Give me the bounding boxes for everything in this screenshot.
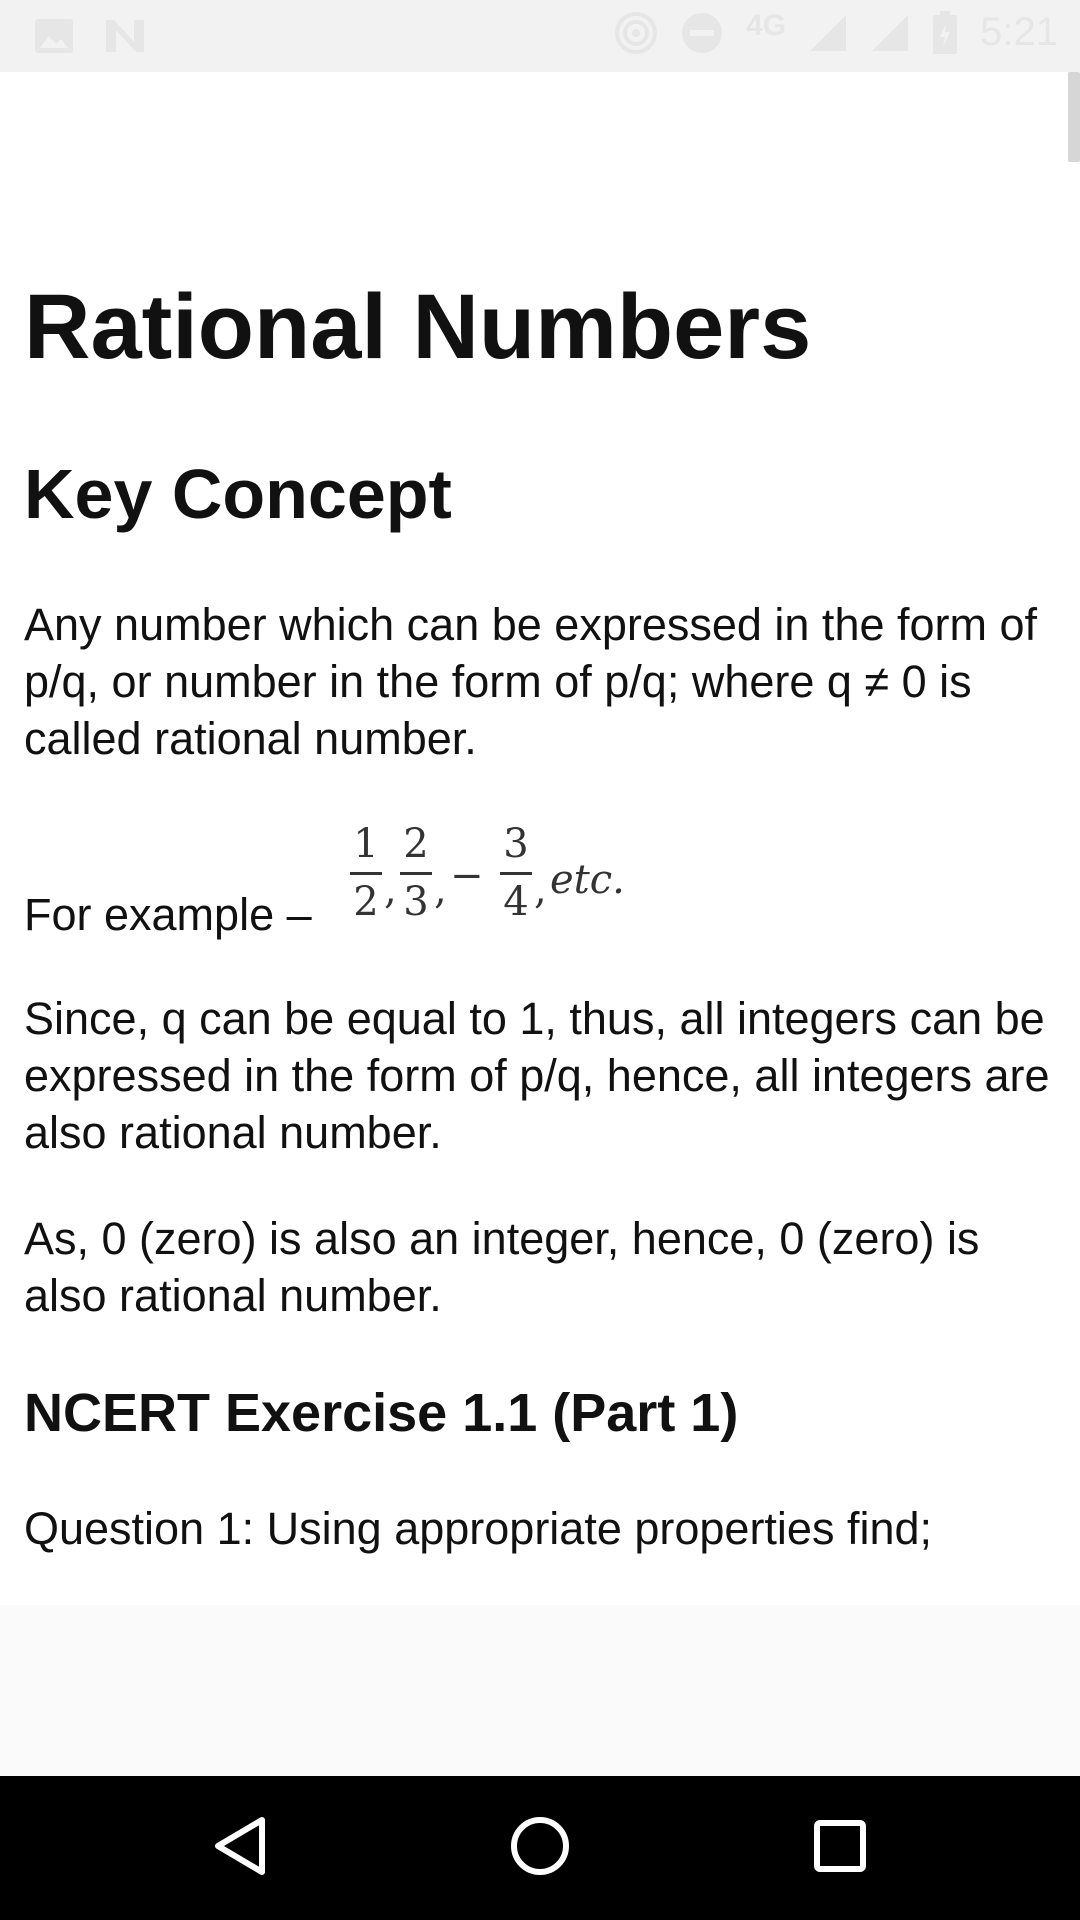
- status-bar: [0, 0, 1080, 72]
- page-title: Rational Numbers: [24, 276, 812, 378]
- hotspot-icon: [614, 11, 658, 55]
- do-not-disturb-icon: [680, 11, 724, 55]
- signal-icon: [808, 13, 848, 53]
- n-app-icon: [104, 18, 146, 54]
- question-text: Question 1: Using appropriate properties find;: [24, 1503, 933, 1554]
- recents-button[interactable]: [760, 1776, 920, 1920]
- battery-icon: [932, 11, 958, 55]
- network-type: 4G: [746, 8, 787, 42]
- back-icon: [212, 1816, 268, 1881]
- definition-paragraph: Any number which can be expressed in the form of p/q, or number in the form of p/q; where q ≠ 0 is called rational number.: [24, 599, 1038, 764]
- math-minus: −: [450, 853, 484, 899]
- example-label: For example –: [24, 889, 312, 940]
- navigation-bar: [0, 1776, 1080, 1920]
- recents-icon: [813, 1819, 867, 1878]
- math-comma: ,: [434, 867, 447, 913]
- example-row: For example – 1 2 , 2 3 , − 3 4 , etc.: [24, 820, 1064, 940]
- section-heading: Key Concept: [24, 455, 452, 533]
- math-comma: ,: [534, 867, 547, 913]
- clock: 5:21: [980, 10, 1058, 54]
- home-icon: [510, 1816, 570, 1881]
- back-button[interactable]: [160, 1776, 320, 1920]
- scrollbar[interactable]: [1068, 72, 1080, 162]
- math-comma: ,: [384, 867, 397, 913]
- image-icon: [34, 18, 74, 54]
- exercise-heading: NCERT Exercise 1.1 (Part 1): [24, 1383, 739, 1443]
- zero-paragraph: As, 0 (zero) is also an integer, hence, 0 (zero) is also rational number.: [24, 1213, 980, 1321]
- math-etc: etc.: [550, 857, 625, 903]
- integers-paragraph: Since, q can be equal to 1, thus, all integers can be expressed in the form of p/q, hence, all integers are also rational number.: [24, 993, 1050, 1158]
- signal-icon: [870, 13, 910, 53]
- home-button[interactable]: [460, 1776, 620, 1920]
